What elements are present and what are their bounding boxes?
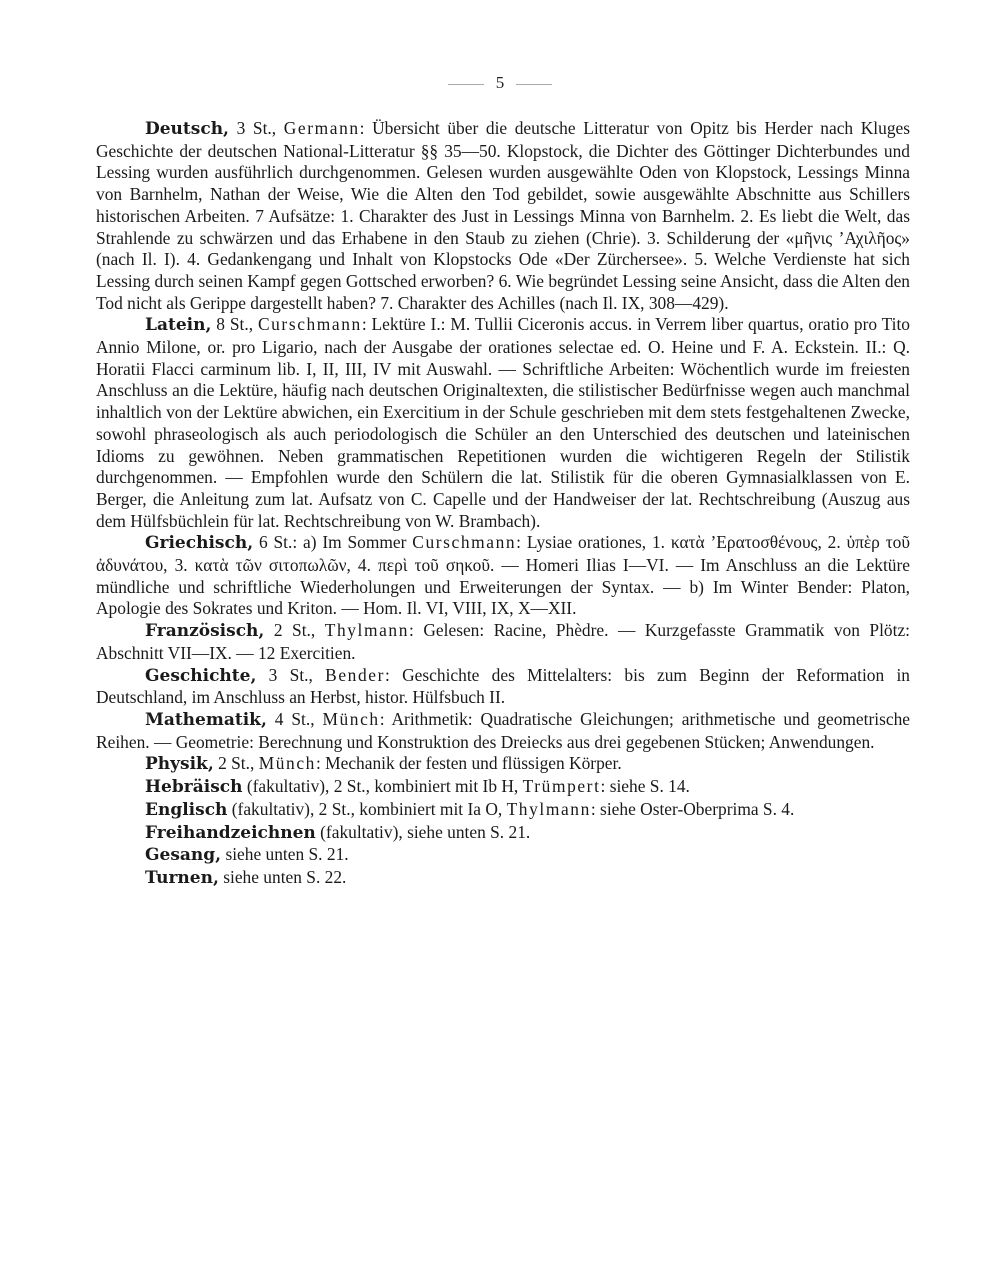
paragraph-text: : Geschichte des Mittelalters: bis zum Beginn der Reformation in Deutschland, im Anschluss an Herbst, histor. Hülfsbuch II. [96, 664, 911, 708]
teacher-name: Curschmann [257, 314, 362, 335]
subject-title: Mathematik, [145, 709, 267, 730]
paragraph-hebraeisch [96, 776, 910, 799]
paragraph-text: : Lysiae orationes, 1. κατὰ ’Ερατοσθένους, 2. ὑπὲρ τοῦ ἀδυνάτου, 3. κατὰ τῶν σιτοπωλῶν, 4. περὶ τοῦ σηκοῦ. — Homeri Ilias I—VI. — Im Anschluss an die Lektüre mündliche und schriftliche Wiederholungen und Erweiterungen der Syntax. — b) Im Winter Bender: Platon, Apologie des Sokrates und Kriton. — Hom. Il. VI, VIII, IX, X—XII. [96, 532, 910, 619]
subject-hours: 4 St., [266, 708, 323, 729]
subject-hours: (fakultativ), 2 St., kombiniert mit Ia O, [227, 798, 507, 819]
teacher-name: Münch [322, 708, 380, 729]
paragraph-text: : Mechanik der festen und flüssigen Körper. [315, 753, 622, 774]
paragraph-text: : Arithmetik: Quadratische Gleichungen; arithmetische und geometrische Reihen. — Geometrie: Berechnung und Konstruktion des Dreiecks aus drei gegebenen Stücken; Anwendungen. [96, 708, 911, 752]
subject-hours: siehe unten S. 22. [218, 866, 347, 887]
subject-hours: 2 St., [213, 753, 259, 774]
paragraph-gesang [96, 844, 910, 867]
paragraph-physik [96, 753, 910, 776]
subject-title: Physik, [145, 754, 214, 775]
paragraph-text: : Lektüre I.: M. Tullii Ciceronis accus. in Verrem liber quartus, oratio pro Tito Annio Milone, or. pro Ligario, nach der Ausgabe der orationes selectae ed. O. Heine und F. A. Eckstein. II.: Q. Horatii Flacci carminum lib. I, II, III, IV mit Auswahl. — Schriftliche Arbeiten: Wöchentlich wurde im freiesten Anschluss an die Lektüre, häufig nach deutschen Originaltexten, die stilistischer Bedürfnisse wegen auch manchmal inhaltlich von der Lektüre abwichen, ein Exercitium in der Schule geschrieben mit dem stets festgehaltenen Zwecke, sowohl phraseologisch als auch periodologisch die Schüler an den Unterschied des deutschen und lateinischen Idioms zu gewöhnen. Neben grammatischen Repetitionen wurden die wichtigeren Regeln der Stilistik durchgenommen. — Empfohlen wurde den Schülern die lat. Stilistik für die oberen Gymnasialklassen von E. Berger, die Anleitung zum lat. Aufsatz von C. Capelle und der Handweiser der lat. Rechtschreibung (Auszug aus dem Hülfsbüchlein für lat. Rechtschreibung von W. Brambach). [96, 314, 910, 531]
subject-hours: 3 St., [228, 118, 284, 138]
page-number-rule-left [448, 84, 484, 85]
teacher-name: Bender [325, 664, 385, 685]
subject-hours: 2 St., [264, 620, 325, 641]
paragraph-griechisch [96, 532, 910, 620]
teacher-name: Thylmann [324, 620, 410, 641]
page-number [0, 72, 1000, 94]
teacher-name: Thylmann [506, 798, 591, 819]
teacher-name: Trümpert [522, 776, 601, 797]
page-number-rule-right [516, 84, 552, 85]
subject-title: Französisch, [145, 621, 265, 642]
teacher-name: Germann [283, 118, 360, 138]
page-number-value: 5 [495, 73, 505, 92]
paragraph-franzoesisch [96, 620, 910, 664]
paragraph-geschichte [96, 665, 910, 709]
subject-title: Hebräisch [145, 777, 243, 798]
subject-title: Latein, [145, 315, 212, 336]
paragraph-text: : siehe Oster-Oberprima S. 4. [590, 798, 795, 819]
teacher-name: Curschmann [412, 532, 517, 553]
paragraph-turnen [96, 867, 910, 890]
paragraph-mathematik [96, 709, 910, 753]
subject-hours: (fakultativ), 2 St., kombiniert mit Ib H, [242, 776, 523, 797]
paragraph-latein [96, 314, 910, 532]
paragraph-text: : siehe S. 14. [600, 776, 690, 797]
subject-hours: 6 St.: a) Im Sommer [253, 532, 413, 553]
subject-hours: 3 St., [256, 664, 326, 685]
subject-title: Freihandzeichnen [145, 822, 316, 843]
subject-hours: 8 St., [211, 314, 258, 335]
paragraph-deutsch [96, 118, 910, 314]
subject-title: Gesang, [145, 845, 222, 866]
subject-title: Deutsch, [145, 119, 229, 139]
paragraph-freihandzeichnen [96, 822, 910, 845]
subject-title: Griechisch, [145, 533, 254, 554]
subject-title: Turnen, [145, 867, 219, 888]
subject-title: Englisch [145, 799, 228, 820]
paragraph-text: : Übersicht über die deutsche Litteratur von Opitz bis Herder nach Kluges Geschichte der deutschen National-Litteratur §§ 35—50. Klopstock, die Dichter des Göttinger Dichterbundes und Lessing wurden ausführlich durchgenommen. Gelesen wurden ausgewählte Oden von Klopstock, Lessings Minna von Barnhelm, Nathan der Weise, Wie die Alten den Tod gebildet, sowie ausgewählte Abschnitte aus Schillers historischen Arbeiten. 7 Aufsätze: 1. Charakter des Just in Lessings Minna von Barnhelm. 2. Es liebt die Welt, das Strahlende zu schwärzen und das Erhabene in den Staub zu ziehen (Chrie). 3. Schilderung der «μῆνις ’Αχιλῆος» (nach Il. I). 4. Gedankengang und Inhalt von Klopstocks Ode «Der Zürchersee». 5. Welche Verdienste hat sich Lessing durch seinen Kampf gegen Gottsched erworben? 6. Wie begründet Lessing seine Ansicht, dass die Alten den Tod nicht als Gerippe dargestellt haben? 7. Charakter des Achilles (nach Il. IX, 308—429). [96, 118, 910, 313]
paragraph-englisch [96, 799, 910, 822]
teacher-name: Münch [258, 753, 316, 774]
subject-hours: (fakultativ), siehe unten S. 21. [315, 821, 531, 842]
paragraph-text: : Gelesen: Racine, Phèdre. — Kurzgefasste Grammatik von Plötz: Abschnitt VII—IX. — 12 Exercitien. [96, 620, 911, 663]
subject-title: Geschichte, [145, 665, 257, 686]
curriculum-body [96, 118, 910, 890]
subject-hours: siehe unten S. 21. [221, 844, 349, 865]
